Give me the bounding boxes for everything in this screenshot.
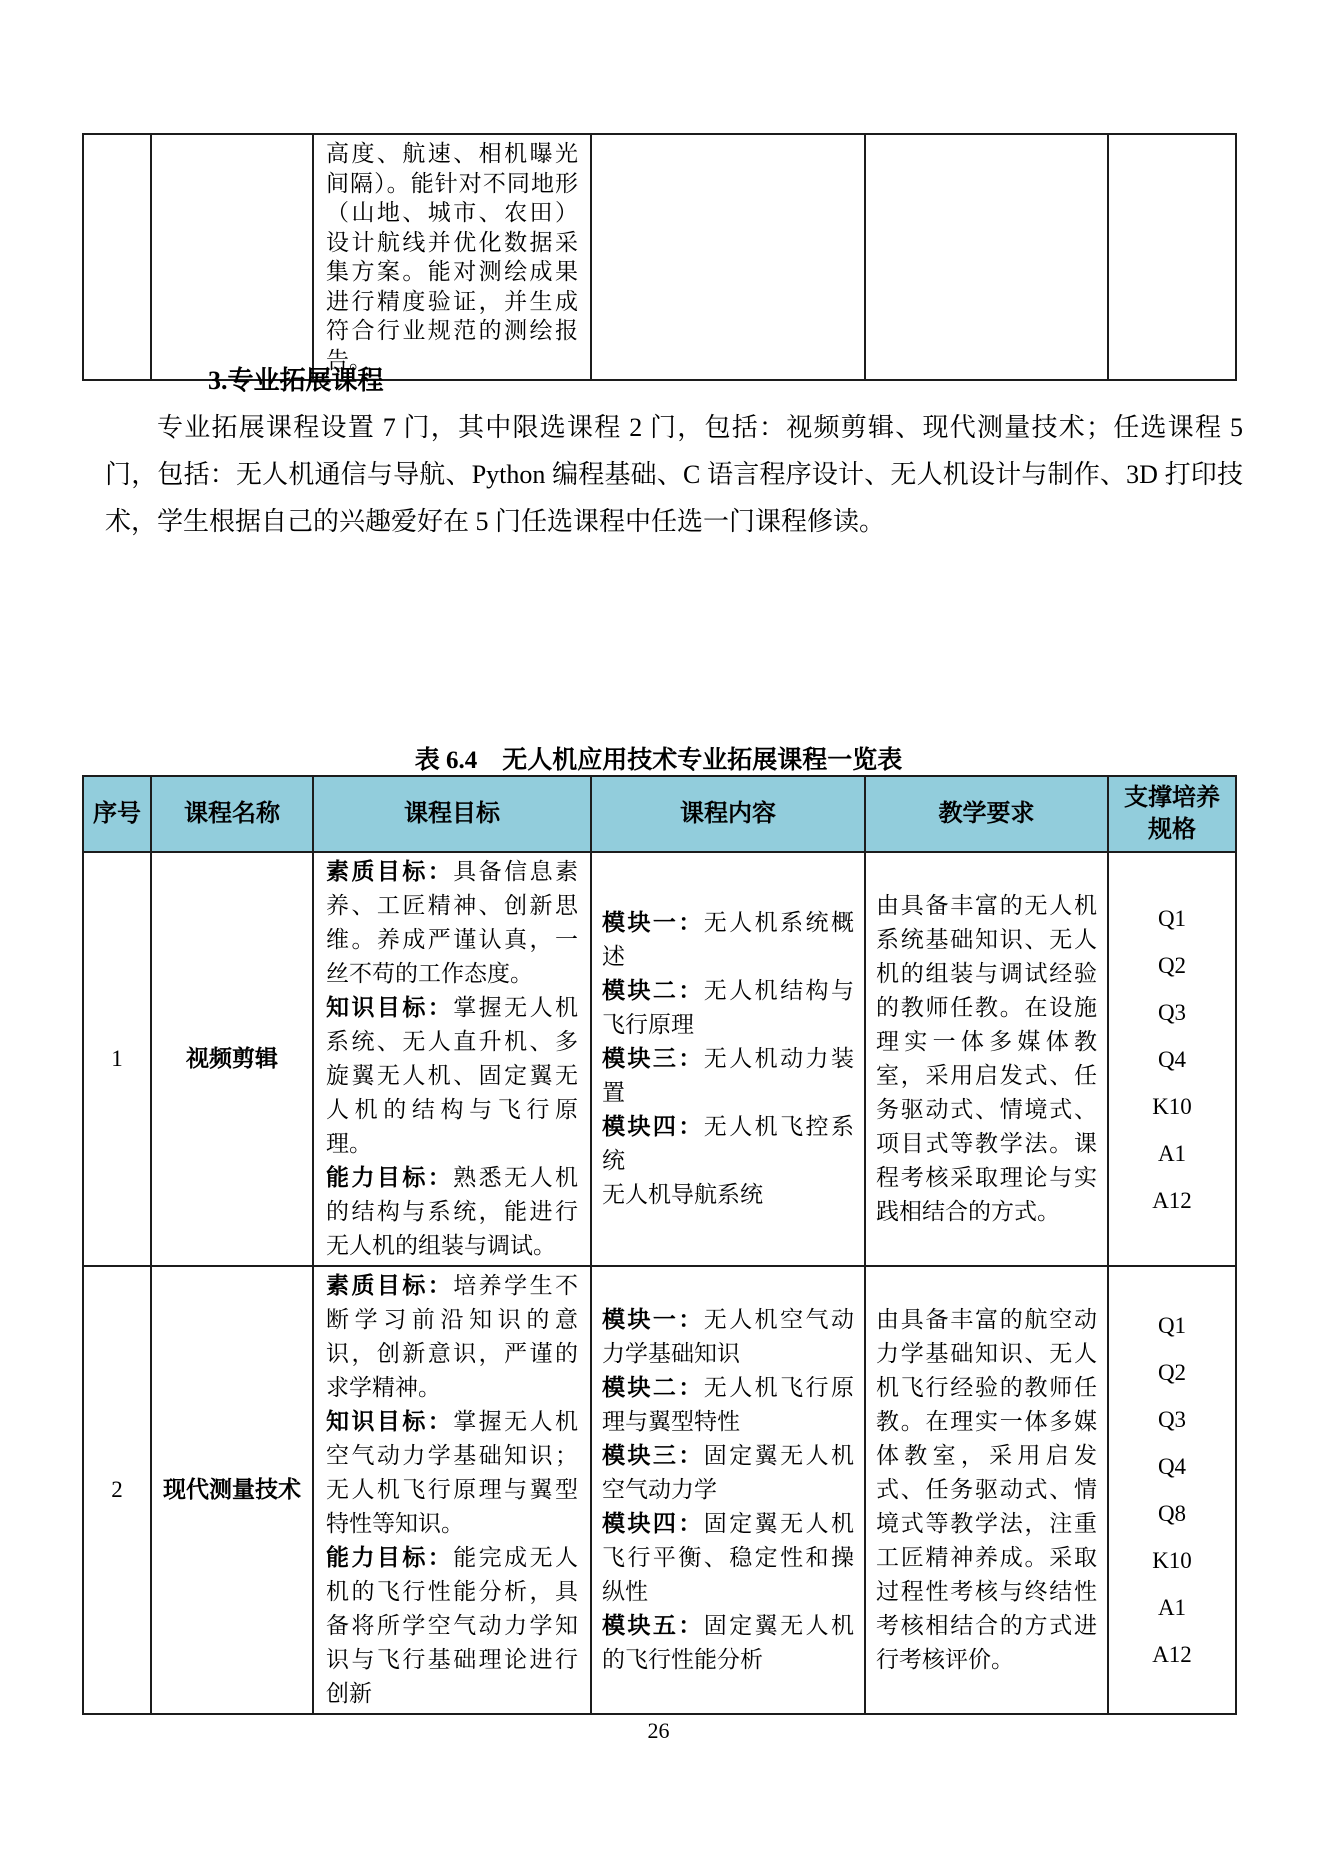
spec-code: Q8 bbox=[1157, 1501, 1187, 1526]
section-paragraph: 专业拓展课程设置 7 门，其中限选课程 2 门，包括：视频剪辑、现代测量技术；任选课程 5 门，包括：无人机通信与导航、Python 编程基础、C 语言程序设计、无人机设计与制作、3D 打印技术，学生根据自己的兴趣爱好在 5 门任选课程中任选一门课程修读。 bbox=[105, 413, 1243, 536]
cell-objectives bbox=[313, 852, 591, 1266]
cell-objectives bbox=[313, 1266, 591, 1714]
table-row bbox=[83, 1266, 1236, 1714]
spec-code: K10 bbox=[1152, 1093, 1192, 1119]
cell-paragraph: 模块二：无人机飞行原理与翼型特性 bbox=[602, 1375, 855, 1434]
spec-code: Q1 bbox=[1157, 1313, 1187, 1338]
cell-paragraph: 素质目标：具备信息素养、工匠精神、创新思维。养成严谨认真，一丝不苟的工作态度。 bbox=[326, 859, 579, 986]
carryover-table bbox=[82, 133, 1237, 381]
spec-code: A1 bbox=[1157, 1140, 1187, 1166]
spec-code: A12 bbox=[1152, 1187, 1192, 1213]
cell-paragraph: 模块一：无人机空气动力学基础知识 bbox=[602, 1307, 855, 1366]
course-table bbox=[82, 775, 1237, 1715]
cell-paragraph: 模块二：无人机结构与飞行原理 bbox=[602, 978, 855, 1037]
spec-code: Q2 bbox=[1157, 1360, 1187, 1385]
spec-code: Q4 bbox=[1157, 1046, 1187, 1072]
cell-paragraph: 能力目标：能完成无人机的飞行性能分析，具备将所学空气动力学知识与飞行基础理论进行创新 bbox=[326, 1545, 579, 1706]
cell-paragraph: 模块四：固定翼无人机飞行平衡、稳定性和操纵性 bbox=[602, 1511, 855, 1604]
cell-paragraph: 知识目标：掌握无人机系统、无人直升机、多旋翼无人机、固定翼无人机的结构与飞行原理。 bbox=[326, 995, 579, 1156]
cell-course-name: 现代测量技术 bbox=[151, 1266, 313, 1714]
cell-paragraph: 素质目标：培养学生不断学习前沿知识的意识，创新意识，严谨的求学精神。 bbox=[326, 1273, 579, 1400]
table-row bbox=[83, 852, 1236, 1266]
cell-paragraph: 模块三：无人机动力装置 bbox=[602, 1046, 855, 1105]
cell-paragraph: 模块一：无人机系统概述 bbox=[602, 910, 855, 969]
carryover-cell-content bbox=[591, 134, 865, 380]
spec-code: Q3 bbox=[1157, 1407, 1187, 1432]
cell-paragraph: 模块三：固定翼无人机空气动力学 bbox=[602, 1443, 855, 1502]
cell-no: 1 bbox=[83, 852, 151, 1266]
spec-code: A12 bbox=[1152, 1642, 1192, 1667]
column-header-no: 序号 bbox=[83, 776, 151, 852]
column-header-name: 课程名称 bbox=[151, 776, 313, 852]
cell-paragraph: 模块四：无人机飞控系统 bbox=[602, 1114, 855, 1173]
cell-paragraph: 模块五：固定翼无人机的飞行性能分析 bbox=[602, 1613, 855, 1672]
cell-contents bbox=[591, 1266, 865, 1714]
spec-code: A1 bbox=[1157, 1595, 1187, 1620]
table-caption: 表 6.4 无人机应用技术专业拓展课程一览表 bbox=[414, 747, 903, 774]
cell-paragraph: 知识目标：掌握无人机空气动力学基础知识；无人机飞行原理与翼型特性等知识。 bbox=[326, 1409, 579, 1536]
cell-requirements: 由具备丰富的航空动力学基础知识、无人机飞行经验的教师任教。在理实一体多媒体教室，采用启发式、任务驱动式、情境式等教学法，注重工匠精神养成。采取过程性考核与终结性考核相结合的方式进行考核评价。 bbox=[865, 1266, 1108, 1714]
carryover-cell-no bbox=[83, 134, 151, 380]
cell-specs bbox=[1108, 852, 1236, 1266]
carryover-cell-name bbox=[151, 134, 313, 380]
section-heading: 3.专业拓展课程 bbox=[208, 366, 384, 395]
column-header-objectives: 课程目标 bbox=[313, 776, 591, 852]
cell-requirements: 由具备丰富的无人机系统基础知识、无人机的组装与调试经验的教师任教。在设施理实一体多媒体教室，采用启发式、任务驱动式、情境式、项目式等教学法。课程考核采取理论与实践相结合的方式。 bbox=[865, 852, 1108, 1266]
course-table-header-row bbox=[83, 776, 1236, 852]
spec-code: Q2 bbox=[1157, 952, 1187, 978]
carryover-row bbox=[83, 134, 1236, 380]
spec-code: Q4 bbox=[1157, 1454, 1187, 1479]
spec-code: Q3 bbox=[1157, 999, 1187, 1025]
column-header-requirements: 教学要求 bbox=[865, 776, 1108, 852]
cell-paragraph: 能力目标：熟悉无人机的结构与系统，能进行无人机的组装与调试。 bbox=[326, 1165, 579, 1258]
column-header-contents: 课程内容 bbox=[591, 776, 865, 852]
spec-code: K10 bbox=[1152, 1548, 1192, 1573]
cell-no: 2 bbox=[83, 1266, 151, 1714]
column-header-specs: 支撑培养规格 bbox=[1108, 776, 1236, 852]
cell-paragraph: 无人机导航系统 bbox=[602, 1182, 763, 1207]
cell-course-name: 视频剪辑 bbox=[151, 852, 313, 1266]
carryover-cell-requirement bbox=[865, 134, 1108, 380]
page-number: 26 bbox=[647, 1718, 670, 1743]
carryover-cell-spec bbox=[1108, 134, 1236, 380]
cell-contents bbox=[591, 852, 865, 1266]
spec-code: Q1 bbox=[1157, 905, 1187, 931]
cell-specs bbox=[1108, 1266, 1236, 1714]
carryover-cell-objective: 高度、航速、相机曝光间隔）。能针对不同地形（山地、城市、农田）设计航线并优化数据采集方案。能对测绘成果进行精度验证，并生成符合行业规范的测绘报告。 bbox=[313, 134, 591, 380]
